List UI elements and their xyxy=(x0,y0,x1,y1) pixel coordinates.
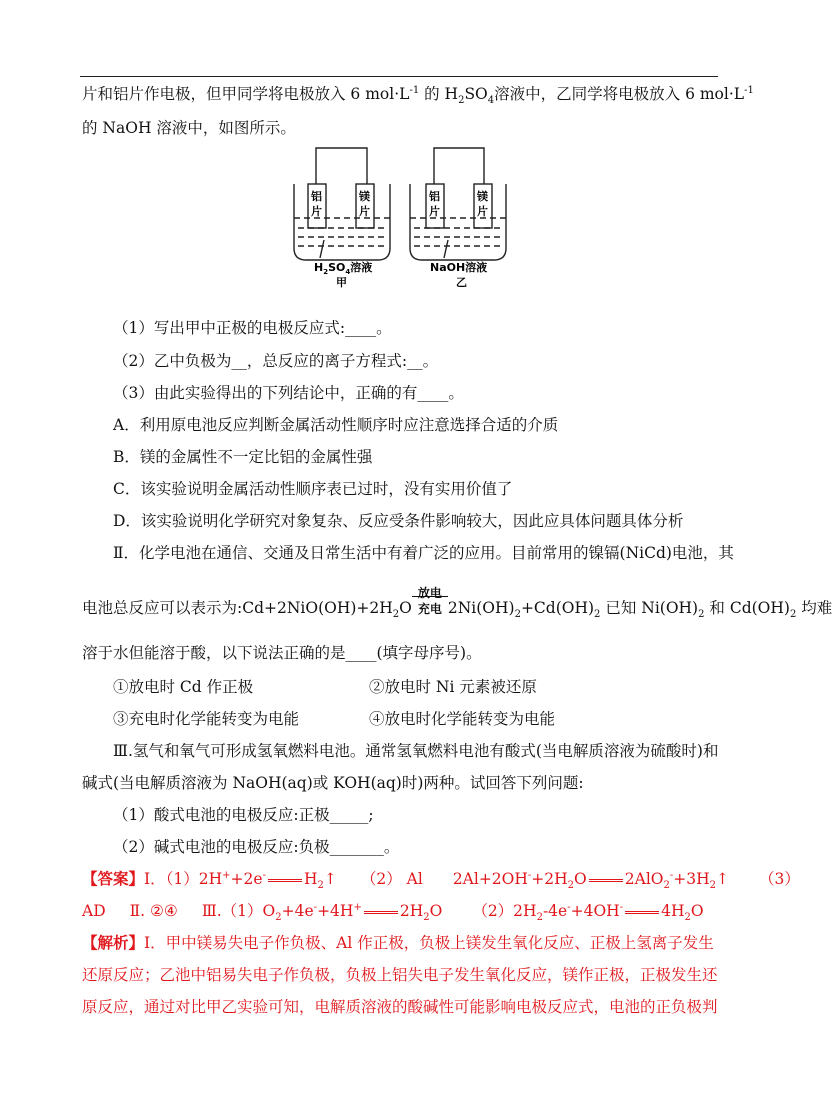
reversible-arrow: 放电 充电 xyxy=(412,599,448,619)
electrolysis-figure xyxy=(280,140,520,290)
option-d: D．该实验说明化学研究对象复杂、反应受条件影响较大，因此应具体问题具体分析 xyxy=(113,512,684,530)
svg-text:片: 片 xyxy=(311,205,322,218)
svg-text:片: 片 xyxy=(477,205,488,218)
option-c: C．该实验说明金属活动性顺序表已过时，没有实用价值了 xyxy=(113,480,513,498)
solution-label-yi: NaOH溶液 xyxy=(430,261,488,274)
part2-option-4: ④放电时化学能转变为电能 xyxy=(369,710,556,728)
part2-question: 溶于水但能溶于酸，以下说法正确的是____(填字母序号)。 xyxy=(82,644,482,662)
part2-intro: Ⅱ．化学电池在通信、交通及日常生活中有着广泛的应用。目前常用的镍镉(NiCd)电池，其 xyxy=(113,544,734,562)
beaker-jia xyxy=(294,148,390,260)
part3-question-2: （2）碱式电池的电极反应:负极_______。 xyxy=(113,838,400,856)
part3-intro-2: 碱式(当电解质溶液为 NaOH(aq)或 KOH(aq)时)两种。试回答下列问题: xyxy=(82,774,584,792)
beaker-name-jia: 甲 xyxy=(336,276,347,289)
part3-question-1: （1）酸式电池的电极反应:正极_____; xyxy=(113,806,374,824)
header-rule xyxy=(80,76,718,77)
question-2: （2）乙中负极为__，总反应的离子方程式:__。 xyxy=(113,352,439,370)
option-a: A．利用原电池反应判断金属活动性顺序时应注意选择合适的介质 xyxy=(113,416,559,434)
analysis-line-1: 【解析】Ⅰ．甲中镁易失电子作负极、Al 作正极，负极上镁发生氧化反应、正极上氢离子发生 xyxy=(82,933,714,952)
answer-label: 【答案】 xyxy=(82,869,145,888)
part2-option-1: ①放电时 Cd 作正极 xyxy=(113,678,254,696)
svg-text:片: 片 xyxy=(429,205,440,218)
question-3: （3）由此实验得出的下列结论中，正确的有____。 xyxy=(113,384,464,402)
option-b: B．镁的金属性不一定比铝的金属性强 xyxy=(113,448,373,466)
intro-line-1: 片和铝片作电极，但甲同学将电极放入 6 $mol\cdot L^{-1}$ 的 $H_2SO_4$溶液中，乙同学将电极放入 6 $mol\cdot L^{-1}$ xyxy=(82,84,754,107)
analysis-line-2: 还原反应；乙池中铝易失电子作负极，负极上铝失电子发生氧化反应，镁作正极，正极发生还 xyxy=(82,966,718,984)
electrode-mg-label-yi: 镁 xyxy=(477,190,488,203)
answer-line-1: 【答案】Ⅰ．（1）2H++2e- $H_2↑$ （2） Al $2Al+2OH^-+2H_2O$ $2AlO_2^-+3H_2↑$ （3） xyxy=(82,869,800,892)
electrode-al-label-jia: 铝 xyxy=(311,190,322,203)
solution-label-jia: $H_2SO_4$溶液 xyxy=(314,261,373,276)
analysis-label: 【解析】 xyxy=(82,933,145,952)
electrode-al-label-yi: 铝 xyxy=(429,190,440,203)
part2-option-2: ②放电时 Ni 元素被还原 xyxy=(369,678,537,696)
beaker-yi xyxy=(410,148,506,260)
part3-intro-1: Ⅲ.氢气和氧气可形成氢氧燃料电池。通常氢氧燃料电池有酸式(当电解质溶液为硫酸时)和 xyxy=(113,742,719,760)
answer-line-2: AD Ⅱ. ②④ $Ⅲ.(1)O_2+4e^-+4H^+$ $2H_2O$ $(2)2H_2-4e^-+4OH^-$ $4H_2O$ xyxy=(82,901,704,924)
part2-equation: 电池总反应可以表示为$:Cd+2NiO(OH)+2H_2O$ 放电 充电 $2Ni(OH)_2+Cd(OH)_2$ 已知 $Ni(OH)_2$ 和 $Cd(OH)_2$ 均难 xyxy=(82,586,832,621)
part2-option-3: ③充电时化学能转变为电能 xyxy=(113,710,300,728)
electrode-mg-label-jia: 镁 xyxy=(359,190,370,203)
intro-line-2: 的 NaOH 溶液中，如图所示。 xyxy=(82,119,296,137)
svg-text:片: 片 xyxy=(359,205,370,218)
beaker-name-yi: 乙 xyxy=(456,276,467,289)
question-1: （1）写出甲中正极的电极反应式:____。 xyxy=(113,319,392,337)
analysis-line-3: 原反应，通过对比甲乙实验可知，电解质溶液的酸碱性可能影响电极反应式，电池的正负极判 xyxy=(82,998,718,1016)
